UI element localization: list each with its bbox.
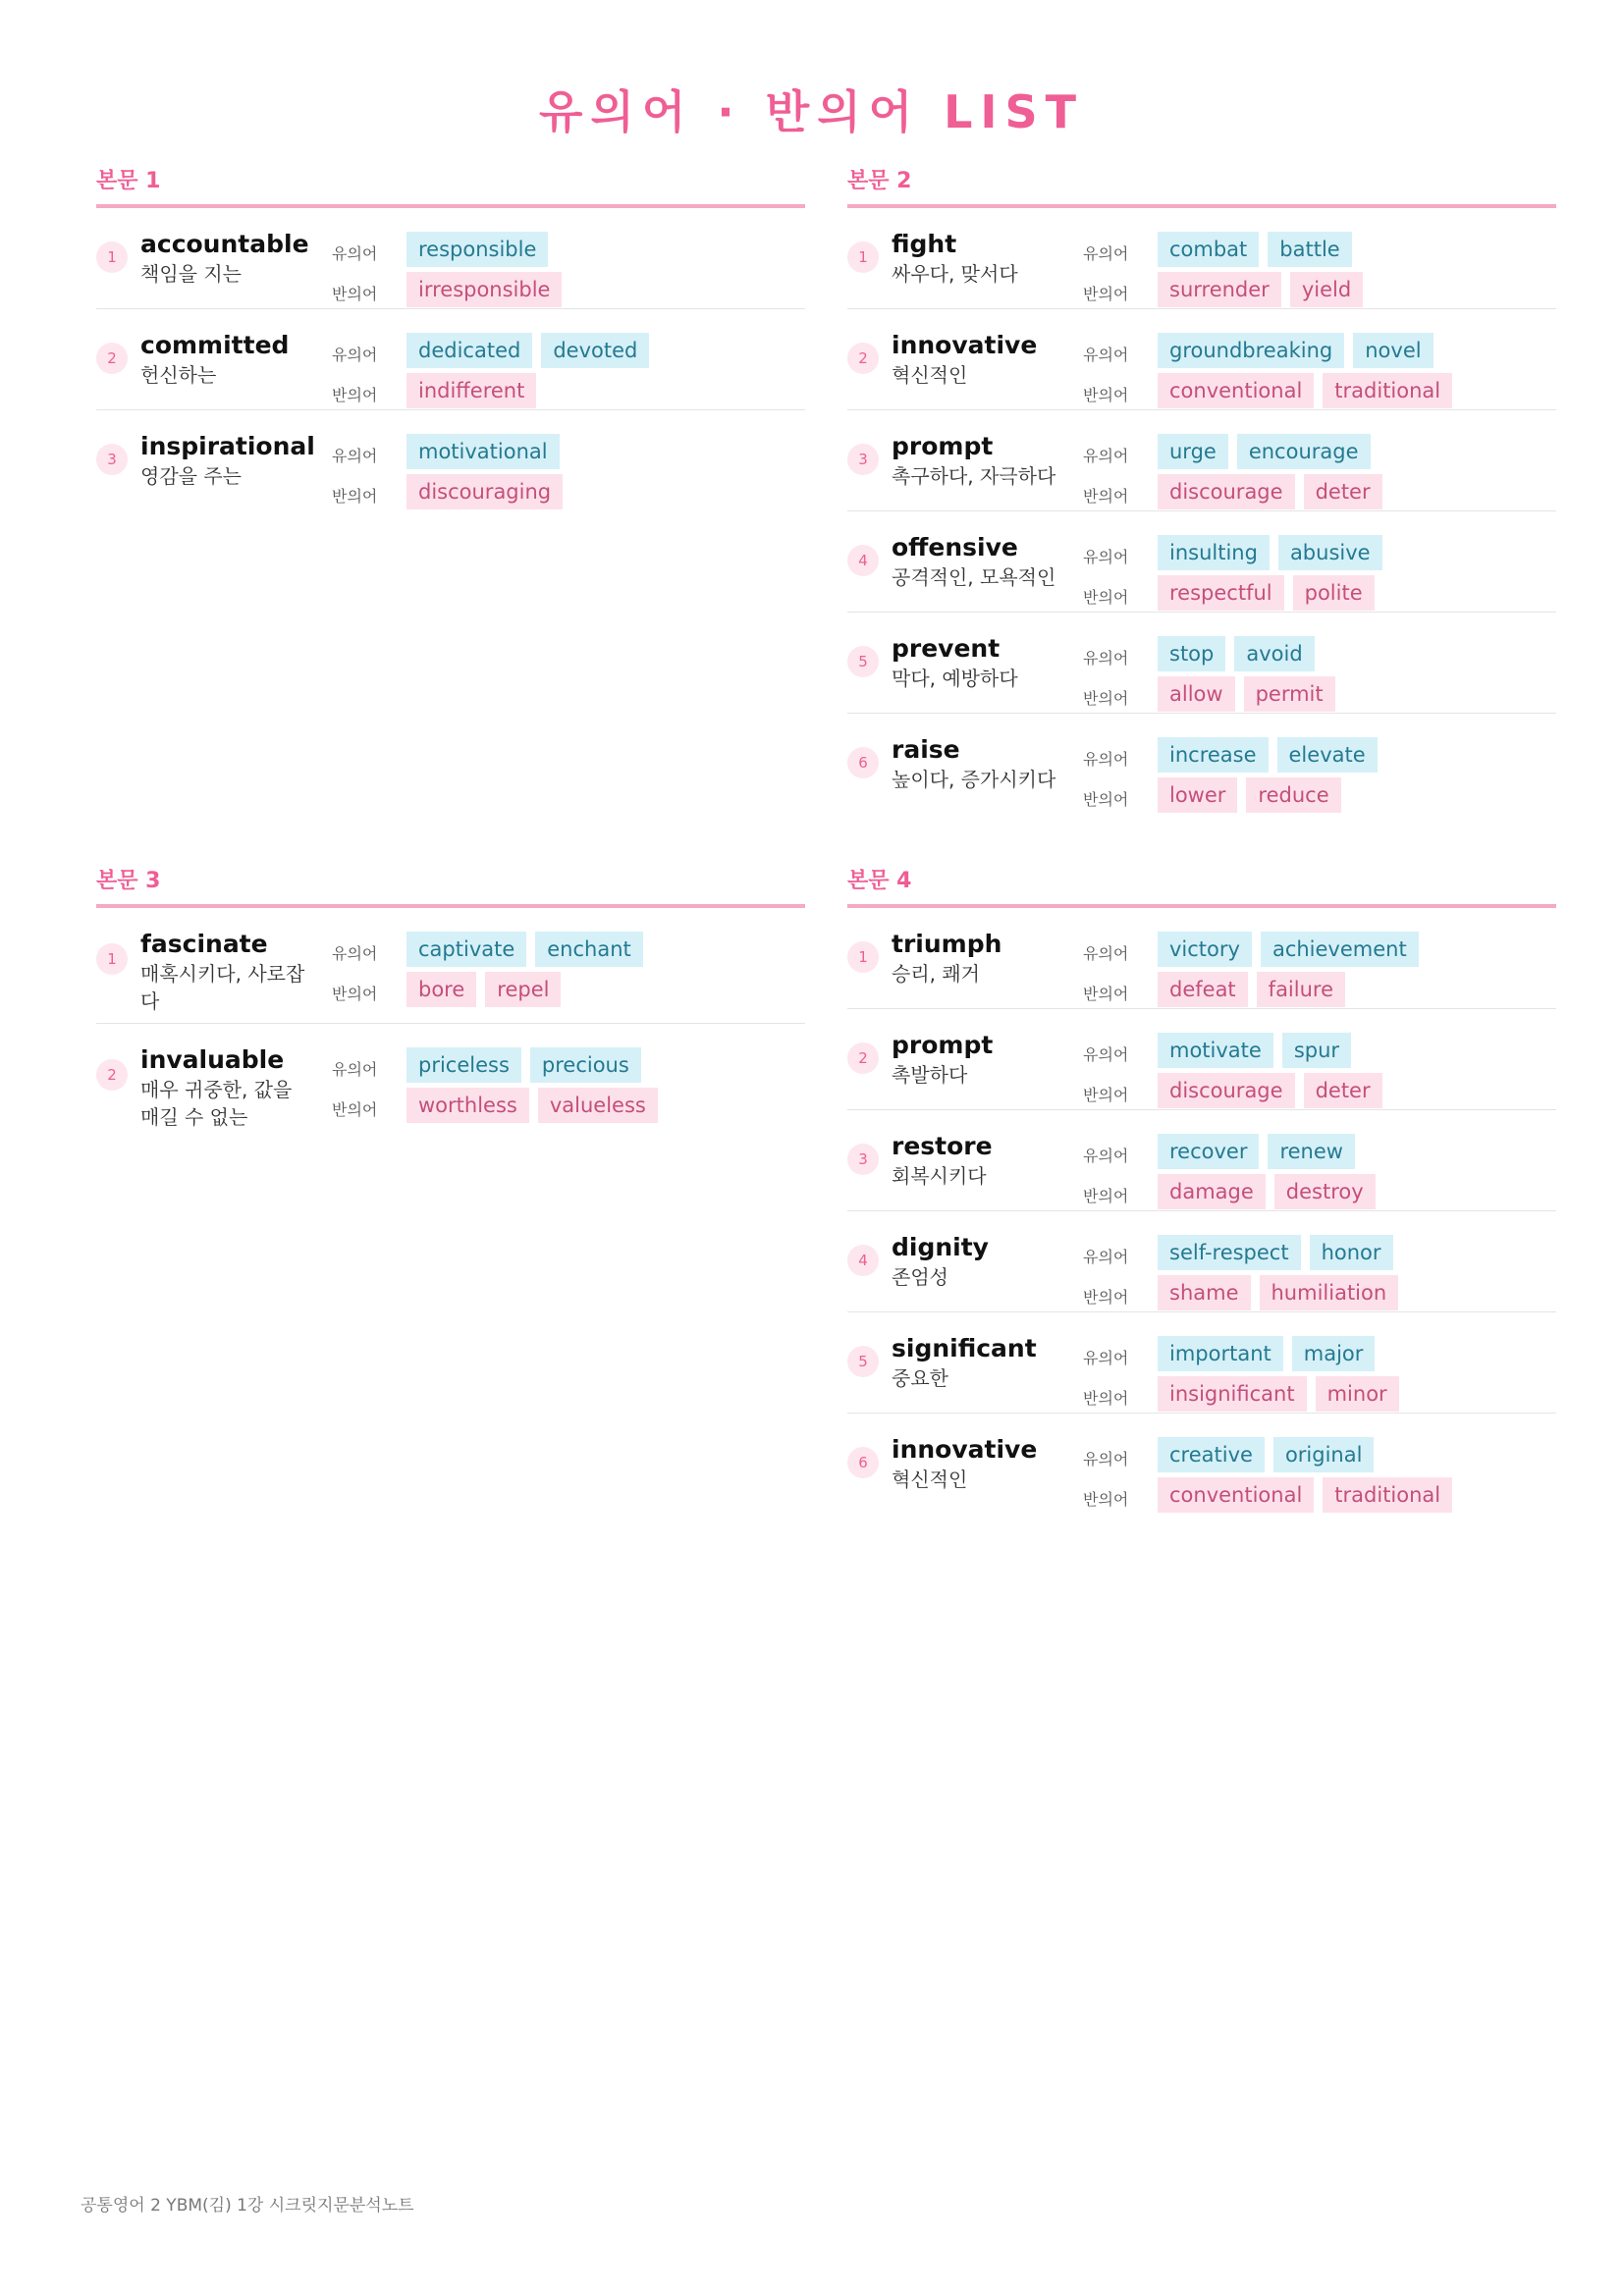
synonym-chip: enchant [535, 932, 643, 967]
section-body-1 [96, 167, 805, 510]
vocab-meaning: 매혹시키다, 사로잡다 [140, 962, 305, 1013]
vocab-list [847, 208, 1556, 814]
antonym-chips [1158, 1275, 1398, 1310]
vocab-meaning: 매우 귀중한, 값을 매길 수 없는 [140, 1078, 293, 1129]
synonym-chip: devoted [541, 333, 649, 368]
vocab-meaning: 촉구하다, 자극하다 [892, 464, 1056, 488]
synonym-chips [1158, 1235, 1393, 1270]
antonym-chips [1158, 1174, 1376, 1209]
vocab-word: prompt [892, 1031, 994, 1059]
synonym-chip: avoid [1234, 636, 1314, 671]
synonym-label: 유의어 [1083, 1248, 1129, 1266]
antonym-label: 반의어 [1083, 487, 1129, 506]
synonym-chip: encourage [1237, 434, 1371, 469]
antonym-chips [1158, 1376, 1399, 1412]
antonym-chips [406, 272, 562, 307]
antonym-chips [1158, 575, 1375, 611]
synonym-label: 유의어 [1083, 244, 1129, 263]
synonym-chip: abusive [1278, 535, 1382, 570]
vocab-row [847, 511, 1556, 613]
antonym-label: 반의어 [1083, 588, 1129, 607]
antonym-chip: indifferent [406, 373, 536, 408]
synonym-chip: precious [530, 1047, 641, 1083]
synonym-chip: honor [1310, 1235, 1393, 1270]
antonym-chip: yield [1290, 272, 1363, 307]
synonym-label: 유의어 [1083, 1450, 1129, 1468]
synonym-chips [1158, 434, 1371, 469]
synonym-label: 유의어 [332, 944, 378, 963]
antonym-chip: minor [1316, 1376, 1399, 1412]
vocab-list [96, 208, 805, 510]
antonym-chip: discouraging [406, 474, 563, 509]
section-label: 본문 2 [847, 169, 912, 193]
synonym-chips [406, 232, 548, 267]
antonym-chips [406, 373, 536, 408]
synonym-label: 유의어 [1083, 548, 1129, 566]
section-label: 본문 1 [96, 169, 161, 193]
vocab-meaning: 공격적인, 모욕적인 [892, 565, 1056, 589]
vocab-list [96, 908, 805, 1139]
antonym-chips [1158, 972, 1345, 1007]
synonym-chips [1158, 333, 1434, 368]
antonym-chip: repel [485, 972, 561, 1007]
synonym-chip: groundbreaking [1158, 333, 1344, 368]
antonym-chip: conventional [1158, 1477, 1314, 1513]
antonym-chip: lower [1158, 777, 1237, 813]
antonym-label: 반의어 [1083, 790, 1129, 809]
vocab-meaning: 승리, 쾌거 [892, 962, 980, 986]
vocab-row [847, 1414, 1556, 1514]
synonym-chips [1158, 636, 1315, 671]
vocab-row [96, 410, 805, 510]
item-number-badge: 1 [96, 943, 128, 975]
antonym-chips [1158, 373, 1452, 408]
item-number-badge: 3 [847, 1144, 879, 1175]
antonym-chip: insignificant [1158, 1376, 1307, 1412]
synonym-chip: novel [1353, 333, 1433, 368]
antonym-chip: deter [1304, 1073, 1382, 1108]
synonym-chips [406, 333, 649, 368]
antonym-chip: traditional [1323, 1477, 1452, 1513]
section-body-4 [847, 867, 1556, 1514]
synonym-chip: increase [1158, 737, 1269, 773]
vocab-meaning: 책임을 지는 [140, 262, 242, 286]
vocab-word: innovative [892, 1435, 1038, 1464]
antonym-chip: discourage [1158, 474, 1295, 509]
vocab-word: dignity [892, 1233, 989, 1261]
synonym-label: 유의어 [1083, 447, 1129, 465]
antonym-chip: discourage [1158, 1073, 1295, 1108]
vocab-meaning: 높이다, 증가시키다 [892, 768, 1056, 791]
item-number-badge: 2 [96, 343, 128, 374]
synonym-chip: self-respect [1158, 1235, 1301, 1270]
synonym-chip: creative [1158, 1437, 1265, 1472]
section-label: 본문 4 [847, 869, 912, 893]
synonym-chip: stop [1158, 636, 1225, 671]
synonym-chip: important [1158, 1336, 1283, 1371]
antonym-chips [1158, 1073, 1382, 1108]
antonym-chip: polite [1293, 575, 1375, 611]
antonym-chip: damage [1158, 1174, 1266, 1209]
vocab-meaning: 중요한 [892, 1366, 948, 1390]
antonym-chip: shame [1158, 1275, 1251, 1310]
synonym-chip: major [1292, 1336, 1376, 1371]
antonym-chip: conventional [1158, 373, 1314, 408]
synonym-chips [1158, 1336, 1375, 1371]
vocab-row [847, 714, 1556, 814]
item-number-badge: 6 [847, 1447, 879, 1478]
item-number-badge: 5 [847, 646, 879, 677]
antonym-label: 반의어 [1083, 1288, 1129, 1307]
antonym-chip: bore [406, 972, 476, 1007]
antonym-chips [1158, 777, 1341, 813]
synonym-label: 유의어 [1083, 1147, 1129, 1165]
antonym-chip: humiliation [1260, 1275, 1399, 1310]
synonym-label: 유의어 [1083, 944, 1129, 963]
vocab-row [96, 1024, 805, 1139]
synonym-chips [1158, 737, 1378, 773]
vocab-word: innovative [892, 331, 1038, 359]
vocab-meaning: 회복시키다 [892, 1164, 987, 1188]
vocab-row [847, 1110, 1556, 1211]
antonym-label: 반의어 [1083, 1389, 1129, 1408]
antonym-label: 반의어 [1083, 689, 1129, 708]
synonym-chips [1158, 1033, 1351, 1068]
synonym-chip: renew [1268, 1134, 1355, 1169]
vocab-meaning: 혁신적인 [892, 1468, 968, 1491]
vocab-word: accountable [140, 230, 309, 258]
vocab-word: prevent [892, 634, 1001, 663]
item-number-badge: 4 [847, 1245, 879, 1276]
vocab-word: fascinate [140, 930, 268, 958]
item-number-badge: 2 [847, 343, 879, 374]
vocab-meaning: 영감을 주는 [140, 464, 242, 488]
vocab-word: inspirational [140, 432, 315, 460]
synonym-chip: original [1273, 1437, 1375, 1472]
synonym-label: 유의어 [332, 1060, 378, 1079]
vocab-meaning: 존엄성 [892, 1265, 948, 1289]
item-number-badge: 6 [847, 747, 879, 778]
item-number-badge: 2 [847, 1042, 879, 1074]
vocab-word: committed [140, 331, 290, 359]
antonym-chip: permit [1244, 676, 1335, 712]
vocab-row [847, 1009, 1556, 1110]
synonym-chip: responsible [406, 232, 548, 267]
synonym-chips [406, 1047, 641, 1083]
item-number-badge: 1 [847, 941, 879, 973]
antonym-chips [1158, 1477, 1452, 1513]
antonym-chip: failure [1257, 972, 1345, 1007]
synonym-chip: battle [1268, 232, 1351, 267]
synonym-label: 유의어 [332, 244, 378, 263]
vocab-word: fight [892, 230, 957, 258]
antonym-label: 반의어 [332, 285, 378, 303]
synonym-chip: recover [1158, 1134, 1259, 1169]
vocab-word: offensive [892, 533, 1018, 561]
item-number-badge: 1 [847, 241, 879, 273]
antonym-chips [1158, 272, 1363, 307]
antonym-chip: defeat [1158, 972, 1248, 1007]
synonym-chips [1158, 232, 1352, 267]
vocab-row [96, 908, 805, 1024]
synonym-label: 유의어 [1083, 1349, 1129, 1367]
vocab-row [847, 1312, 1556, 1414]
vocab-list [847, 908, 1556, 1514]
synonym-chips [406, 932, 643, 967]
synonym-chips [1158, 1437, 1374, 1472]
vocab-word: significant [892, 1334, 1037, 1362]
synonym-chip: captivate [406, 932, 526, 967]
synonym-chip: insulting [1158, 535, 1270, 570]
antonym-label: 반의어 [1083, 285, 1129, 303]
vocab-meaning: 막다, 예방하다 [892, 667, 1018, 690]
antonym-chip: traditional [1323, 373, 1452, 408]
synonym-chip: combat [1158, 232, 1259, 267]
vocab-word: restore [892, 1132, 993, 1160]
antonym-label: 반의어 [1083, 386, 1129, 404]
antonym-label: 반의어 [1083, 1187, 1129, 1205]
vocab-row [96, 309, 805, 410]
synonym-chip: dedicated [406, 333, 532, 368]
antonym-chip: respectful [1158, 575, 1284, 611]
synonym-chip: spur [1282, 1033, 1351, 1068]
antonym-label: 반의어 [1083, 985, 1129, 1003]
item-number-badge: 1 [96, 241, 128, 273]
antonym-chip: surrender [1158, 272, 1281, 307]
item-number-badge: 3 [96, 444, 128, 475]
vocab-word: prompt [892, 432, 994, 460]
section-body-3 [96, 867, 805, 1139]
antonym-label: 반의어 [332, 386, 378, 404]
antonym-chip: worthless [406, 1088, 529, 1123]
synonym-chip: achievement [1261, 932, 1419, 967]
antonym-chips [406, 474, 563, 509]
vocab-meaning: 촉발하다 [892, 1063, 968, 1087]
vocab-row [96, 208, 805, 309]
antonym-chip: irresponsible [406, 272, 562, 307]
synonym-label: 유의어 [1083, 346, 1129, 364]
page-footer: 공통영어 2 YBM(김) 1강 시크릿지문분석노트 [81, 2196, 414, 2216]
antonym-chip: valueless [538, 1088, 658, 1123]
vocab-row [847, 908, 1556, 1009]
vocab-word: raise [892, 735, 960, 764]
item-number-badge: 4 [847, 545, 879, 576]
antonym-label: 반의어 [332, 487, 378, 506]
antonym-chip: allow [1158, 676, 1235, 712]
synonym-label: 유의어 [332, 346, 378, 364]
item-number-badge: 3 [847, 444, 879, 475]
vocab-meaning: 헌신하는 [140, 363, 217, 387]
antonym-chip: destroy [1274, 1174, 1376, 1209]
section-body-2 [847, 167, 1556, 814]
vocab-meaning: 혁신적인 [892, 363, 968, 387]
synonym-label: 유의어 [1083, 649, 1129, 667]
vocab-row [847, 410, 1556, 511]
synonym-chips [406, 434, 560, 469]
synonym-label: 유의어 [332, 447, 378, 465]
vocab-meaning: 싸우다, 맞서다 [892, 262, 1018, 286]
antonym-chips [1158, 676, 1335, 712]
page-title: 유의어 · 반의어 LIST [538, 85, 1085, 138]
antonym-label: 반의어 [1083, 1086, 1129, 1104]
synonym-label: 유의어 [1083, 1045, 1129, 1064]
synonym-chips [1158, 535, 1382, 570]
vocab-word: triumph [892, 930, 1002, 958]
synonym-chip: urge [1158, 434, 1228, 469]
antonym-chip: reduce [1246, 777, 1340, 813]
section-label: 본문 3 [96, 869, 161, 893]
vocab-row [847, 1211, 1556, 1312]
antonym-chip: deter [1304, 474, 1382, 509]
synonym-chips [1158, 932, 1419, 967]
synonym-chip: motivational [406, 434, 560, 469]
vocab-row [847, 208, 1556, 309]
synonym-chips [1158, 1134, 1355, 1169]
vocab-row [847, 613, 1556, 714]
item-number-badge: 2 [96, 1059, 128, 1091]
antonym-chips [406, 972, 561, 1007]
antonym-chips [406, 1088, 658, 1123]
synonym-chip: victory [1158, 932, 1252, 967]
synonym-chip: motivate [1158, 1033, 1273, 1068]
synonym-chip: priceless [406, 1047, 521, 1083]
synonym-chip: elevate [1277, 737, 1378, 773]
synonym-label: 유의어 [1083, 750, 1129, 769]
antonym-label: 반의어 [332, 1100, 378, 1119]
item-number-badge: 5 [847, 1346, 879, 1377]
antonym-chips [1158, 474, 1382, 509]
antonym-label: 반의어 [332, 985, 378, 1003]
vocab-row [847, 309, 1556, 410]
vocab-word: invaluable [140, 1045, 285, 1074]
antonym-label: 반의어 [1083, 1490, 1129, 1509]
